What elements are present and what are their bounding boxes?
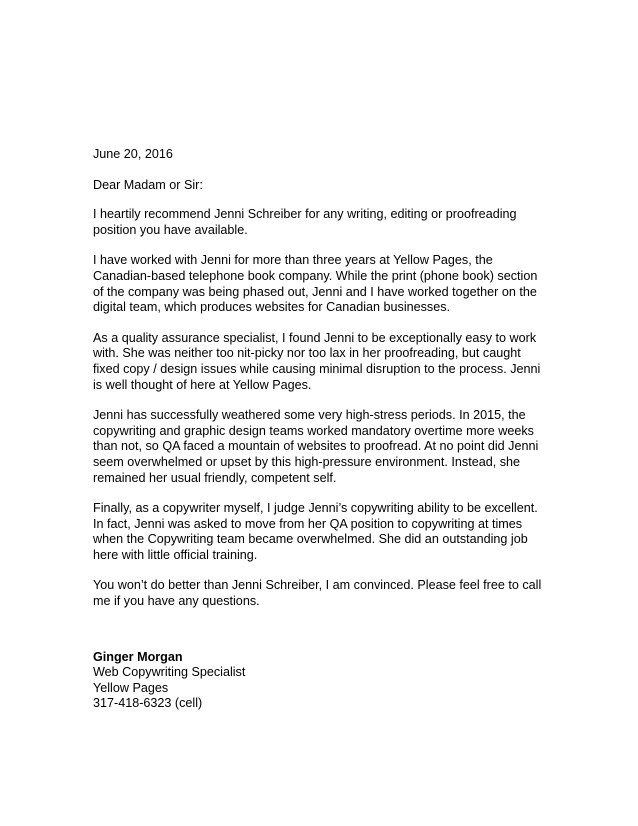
paragraph-1 xyxy=(93,207,553,238)
paragraph-line: Jenni has successfully weathered some very high-stress periods. In 2015, the xyxy=(93,408,526,423)
paragraph-line: I heartily recommend Jenni Schreiber for any writing, editing or proofreading xyxy=(93,207,517,222)
signer-title: Web Copywriting Specialist xyxy=(93,665,246,680)
signer-phone: 317-418-6323 (cell) xyxy=(93,696,203,711)
paragraph-3 xyxy=(93,331,553,393)
paragraph-line: than not, so QA faced a mountain of websites to proofread. At no point did Jenni xyxy=(93,439,539,454)
paragraph-2 xyxy=(93,253,553,315)
paragraph-line: with. She was neither too nit-picky nor too lax in her proofreading, but caught xyxy=(93,346,521,361)
letter-date: June 20, 2016 xyxy=(93,147,173,161)
paragraph-line: digital team, which produces websites for Canadian businesses. xyxy=(93,300,451,315)
paragraph-line: when the Copywriting team became overwhelmed. She did an outstanding job xyxy=(93,532,528,547)
letter-salutation: Dear Madam or Sir: xyxy=(93,177,203,192)
paragraph-4 xyxy=(93,408,553,486)
signer-name: Ginger Morgan xyxy=(93,649,183,664)
paragraph-line: Finally, as a copywriter myself, I judge Jenni’s copywriting ability to be excellent. xyxy=(93,501,538,516)
paragraph-line: As a quality assurance specialist, I found Jenni to be exceptionally easy to work xyxy=(93,330,537,345)
signer-company: Yellow Pages xyxy=(93,680,169,695)
paragraph-line: of the company was being phased out, Jenni and I have worked together on the xyxy=(93,284,537,299)
paragraph-line: me if you have any questions. xyxy=(93,594,260,609)
recommendation-letter xyxy=(93,147,553,712)
paragraph-6 xyxy=(93,578,553,609)
paragraph-line: In fact, Jenni was asked to move from her QA position to copywriting at times xyxy=(93,516,523,531)
paragraph-line: fixed copy / design issues while causing minimal disruption to the process. Jenni xyxy=(93,361,541,376)
paragraph-line: position you have available. xyxy=(93,222,248,237)
paragraph-line: Canadian-based telephone book company. While the print (phone book) section xyxy=(93,268,538,283)
paragraph-line: You won’t do better than Jenni Schreiber, I am convinced. Please feel free to call xyxy=(93,578,542,593)
paragraph-line: copywriting and graphic design teams worked mandatory overtime more weeks xyxy=(93,423,534,438)
paragraph-5 xyxy=(93,501,553,563)
paragraph-line: is well thought of here at Yellow Pages. xyxy=(93,377,312,392)
paragraph-line: seem overwhelmed or upset by this high-pressure environment. Instead, she xyxy=(93,454,521,469)
paragraph-line: remained her usual friendly, competent self. xyxy=(93,470,337,485)
signature-block xyxy=(93,650,553,712)
paragraph-line: I have worked with Jenni for more than three years at Yellow Pages, the xyxy=(93,253,493,268)
paragraph-line: here with little official training. xyxy=(93,547,258,562)
